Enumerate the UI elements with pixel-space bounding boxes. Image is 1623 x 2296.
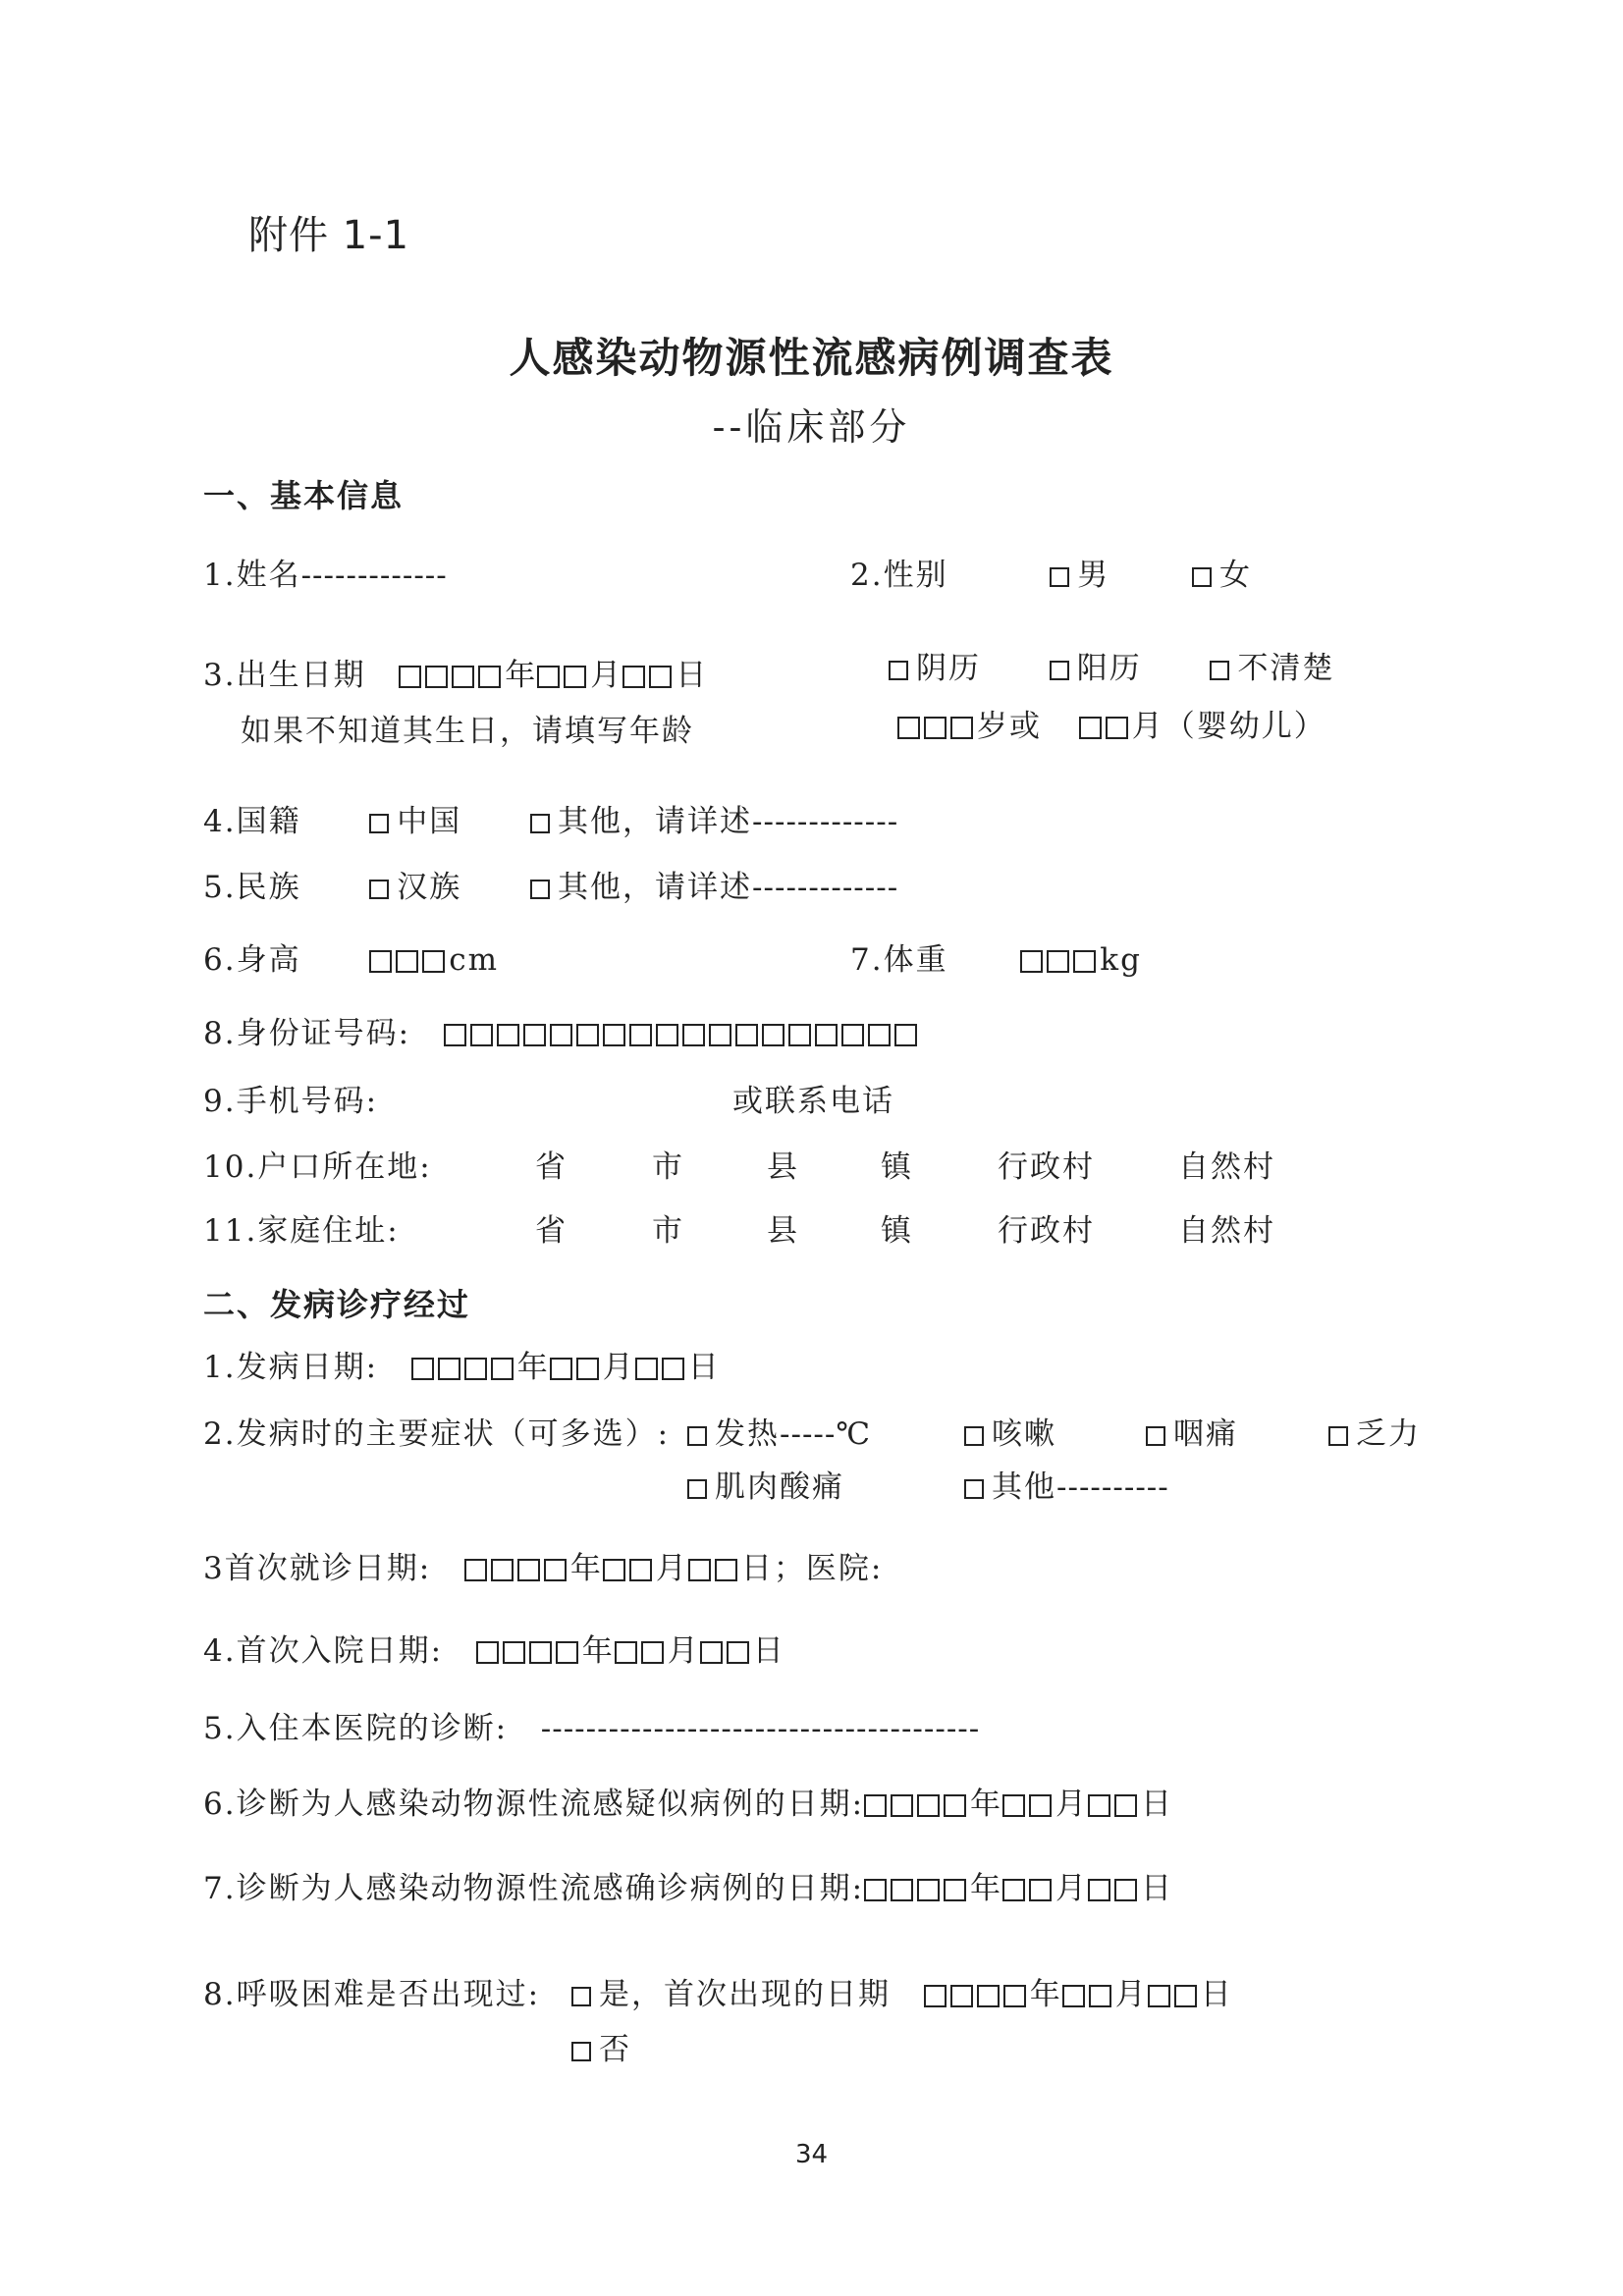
- onset-year-box[interactable]: [464, 1358, 487, 1380]
- visit-month-box[interactable]: [629, 1559, 652, 1581]
- visit-year-box[interactable]: [464, 1559, 487, 1581]
- hospital-label: 日；医院:: [740, 1551, 884, 1586]
- nationality-other-checkbox[interactable]: [530, 814, 550, 833]
- suspected-year-box[interactable]: [891, 1794, 913, 1817]
- suspected-year-box[interactable]: [944, 1794, 966, 1817]
- day-unit: 日: [687, 1350, 721, 1385]
- age-year-box[interactable]: [897, 717, 920, 739]
- day-unit: 日: [676, 658, 709, 693]
- id-label: 8.身份证号码:: [203, 1016, 411, 1051]
- birth-year-box[interactable]: [399, 666, 421, 688]
- age-hint: 如果不知道其生日，请填写年龄: [241, 714, 694, 749]
- contact-label: 或联系电话: [732, 1084, 894, 1119]
- onset-month-box[interactable]: [550, 1358, 572, 1380]
- admit-year-box[interactable]: [556, 1641, 578, 1664]
- confirmed-label: 7.诊断为人感染动物源性流感确诊病例的日期:: [203, 1871, 865, 1906]
- address-county: 县: [767, 1213, 799, 1249]
- gender-row: [850, 558, 1253, 593]
- confirmed-year-box[interactable]: [891, 1879, 913, 1901]
- dyspnea-no-label: 否: [599, 2032, 631, 2067]
- cm-unit: cm: [449, 942, 500, 978]
- other-symptom-checkbox[interactable]: [964, 1479, 984, 1499]
- female-label: 女: [1219, 558, 1253, 593]
- age-month-box[interactable]: [1079, 717, 1102, 739]
- height-box[interactable]: [369, 950, 392, 973]
- hukou-natural-village: 自然村: [1178, 1149, 1275, 1185]
- birth-label: 3.出生日期: [203, 658, 366, 693]
- other-specify-label: 其他，请详述: [558, 804, 753, 839]
- dyspnea-no-row: [571, 2032, 631, 2067]
- visit-year-box[interactable]: [491, 1559, 514, 1581]
- fatigue-checkbox[interactable]: [1328, 1426, 1348, 1446]
- lunar-label: 阴历: [916, 651, 981, 686]
- weight-label: 7.体重: [850, 942, 948, 978]
- diagnosis-field[interactable]: ---------------------------------------: [540, 1711, 981, 1746]
- admit-month-box[interactable]: [615, 1641, 637, 1664]
- weight-row: [850, 942, 1142, 978]
- birth-day-box[interactable]: [622, 666, 645, 688]
- id-digit-box[interactable]: [550, 1024, 572, 1046]
- height-label: 6.身高: [203, 942, 301, 978]
- calendar-type-row: [889, 651, 1335, 686]
- unclear-checkbox[interactable]: [1210, 661, 1229, 680]
- onset-month-box[interactable]: [576, 1358, 599, 1380]
- solar-label: 阳历: [1076, 651, 1142, 686]
- hukou-town: 镇: [881, 1149, 913, 1185]
- name-field[interactable]: -------------: [300, 558, 448, 593]
- height-row: [203, 942, 500, 978]
- confirmed-row: [203, 1871, 1174, 1906]
- gender-label: 2.性别: [850, 558, 948, 593]
- age-month-box[interactable]: [1106, 717, 1128, 739]
- confirmed-year-box[interactable]: [917, 1879, 940, 1901]
- height-box[interactable]: [422, 950, 445, 973]
- fever-temp-field[interactable]: -----: [780, 1416, 837, 1452]
- year-unit: 年: [970, 1871, 1003, 1906]
- id-row: [203, 1016, 921, 1051]
- month-unit: 月: [1055, 1787, 1089, 1822]
- id-digit-box[interactable]: [682, 1024, 705, 1046]
- id-digit-box[interactable]: [709, 1024, 731, 1046]
- address-admin-village: 行政村: [998, 1213, 1095, 1249]
- birth-month-box[interactable]: [564, 666, 586, 688]
- confirmed-year-box[interactable]: [944, 1879, 966, 1901]
- confirmed-month-box[interactable]: [1002, 1879, 1025, 1901]
- name-row: [203, 558, 448, 593]
- sore-throat-label: 咽痛: [1173, 1416, 1238, 1452]
- nationality-label: 4.国籍: [203, 804, 301, 839]
- birth-year-box[interactable]: [452, 666, 474, 688]
- confirmed-day-box[interactable]: [1088, 1879, 1110, 1901]
- suspected-year-box[interactable]: [864, 1794, 887, 1817]
- cough-checkbox[interactable]: [964, 1426, 984, 1446]
- confirmed-month-box[interactable]: [1029, 1879, 1052, 1901]
- han-checkbox[interactable]: [369, 880, 389, 899]
- admit-year-box[interactable]: [503, 1641, 525, 1664]
- onset-year-box[interactable]: [411, 1358, 434, 1380]
- celsius-unit: ℃: [836, 1416, 873, 1452]
- first-visit-label: 3首次就诊日期:: [203, 1551, 432, 1586]
- kg-unit: kg: [1100, 942, 1142, 978]
- visit-month-box[interactable]: [603, 1559, 625, 1581]
- onset-label: 1.发病日期:: [203, 1350, 379, 1385]
- age-year-box[interactable]: [950, 717, 973, 739]
- solar-checkbox[interactable]: [1050, 661, 1069, 680]
- phone-label: 9.手机号码:: [203, 1084, 379, 1119]
- onset-day-box[interactable]: [635, 1358, 658, 1380]
- onset-row: [203, 1350, 721, 1385]
- female-checkbox[interactable]: [1192, 567, 1212, 587]
- address-province: 省: [535, 1213, 568, 1249]
- month-unit: 月: [1055, 1871, 1089, 1906]
- day-unit: 日: [1141, 1871, 1174, 1906]
- page-number: 34: [794, 2140, 829, 2169]
- hukou-county: 县: [767, 1149, 799, 1185]
- first-visit-row: [203, 1551, 884, 1586]
- id-digit-box[interactable]: [894, 1024, 917, 1046]
- year-unit: 年: [1029, 1977, 1062, 2012]
- hukou-city: 市: [652, 1149, 684, 1185]
- height-box[interactable]: [396, 950, 418, 973]
- nationality-other-field[interactable]: -------------: [752, 804, 899, 839]
- id-digit-box[interactable]: [497, 1024, 519, 1046]
- dyspnea-year-box[interactable]: [977, 1985, 1000, 2007]
- weight-box[interactable]: [1047, 950, 1069, 973]
- first-admit-label: 4.首次入院日期:: [203, 1633, 444, 1669]
- suspected-month-box[interactable]: [1002, 1794, 1025, 1817]
- dyspnea-label: 8.呼吸困难是否出现过:: [203, 1977, 541, 2012]
- dyspnea-day-box[interactable]: [1148, 1985, 1170, 2007]
- section-basic-info: 一、基本信息: [203, 477, 405, 514]
- id-digit-box[interactable]: [629, 1024, 652, 1046]
- admit-month-box[interactable]: [641, 1641, 664, 1664]
- age-or-label: 岁或: [977, 709, 1042, 744]
- first-admit-row: [203, 1633, 785, 1669]
- year-unit: 年: [516, 1350, 550, 1385]
- day-unit: 日: [1141, 1787, 1174, 1822]
- ethnicity-other-field[interactable]: -------------: [752, 870, 899, 905]
- myalgia-label: 肌肉酸痛: [715, 1469, 844, 1505]
- fever-label: 发热: [715, 1416, 780, 1452]
- myalgia-checkbox[interactable]: [687, 1479, 707, 1499]
- other-symptom-option: [964, 1469, 1169, 1505]
- age-year-box[interactable]: [924, 717, 947, 739]
- admit-year-box[interactable]: [529, 1641, 552, 1664]
- month-unit: 月: [1114, 1977, 1148, 2012]
- suspected-day-box[interactable]: [1114, 1794, 1137, 1817]
- age-row: [897, 709, 1326, 744]
- birth-year-box[interactable]: [478, 666, 501, 688]
- year-unit: 年: [505, 658, 538, 693]
- lunar-checkbox[interactable]: [889, 661, 908, 680]
- confirmed-year-box[interactable]: [864, 1879, 887, 1901]
- month-unit: 月: [590, 658, 623, 693]
- id-digit-box[interactable]: [868, 1024, 891, 1046]
- address-label: 11.家庭住址:: [203, 1213, 400, 1249]
- nationality-row: [203, 804, 899, 839]
- year-unit: 年: [970, 1787, 1003, 1822]
- name-label: 1.姓名: [203, 558, 301, 593]
- day-unit: 日: [752, 1633, 785, 1669]
- admit-day-box[interactable]: [700, 1641, 723, 1664]
- address-city: 市: [652, 1213, 684, 1249]
- fever-checkbox[interactable]: [687, 1426, 707, 1446]
- hukou-province: 省: [535, 1149, 568, 1185]
- month-unit: 月: [655, 1551, 688, 1586]
- suspected-day-box[interactable]: [1088, 1794, 1110, 1817]
- hukou-admin-village: 行政村: [998, 1149, 1095, 1185]
- other-symptom-label: 其他: [992, 1469, 1056, 1505]
- male-label: 男: [1077, 558, 1110, 593]
- cough-option: [964, 1416, 1056, 1452]
- suspected-row: [203, 1789, 1173, 1820]
- id-digit-box[interactable]: [523, 1024, 546, 1046]
- suspected-label: 6.诊断为人感染动物源性流感疑似病例的日期:: [203, 1787, 865, 1822]
- year-unit: 年: [569, 1551, 603, 1586]
- weight-box[interactable]: [1073, 950, 1096, 973]
- visit-day-box[interactable]: [688, 1559, 711, 1581]
- birth-day-box[interactable]: [649, 666, 672, 688]
- sore-throat-checkbox[interactable]: [1146, 1426, 1165, 1446]
- id-digit-box[interactable]: [762, 1024, 784, 1046]
- id-digit-box[interactable]: [735, 1024, 758, 1046]
- form-subtitle: --临床部分: [712, 405, 911, 449]
- id-digit-box[interactable]: [444, 1024, 466, 1046]
- dyspnea-month-box[interactable]: [1062, 1985, 1085, 2007]
- sore-throat-option: [1146, 1416, 1238, 1452]
- visit-year-box[interactable]: [517, 1559, 540, 1581]
- form-title: 人感染动物源性流感病例调查表: [509, 334, 1114, 382]
- section-onset-treatment: 二、发病诊疗经过: [203, 1286, 471, 1323]
- id-digit-box[interactable]: [841, 1024, 864, 1046]
- ethnicity-other-checkbox[interactable]: [530, 880, 550, 899]
- dyspnea-yes-checkbox[interactable]: [571, 1987, 591, 2006]
- dyspnea-yes-row: [571, 1977, 1233, 2012]
- other-symptom-field[interactable]: ----------: [1056, 1469, 1169, 1505]
- admit-day-box[interactable]: [727, 1641, 749, 1664]
- dyspnea-year-box[interactable]: [1003, 1985, 1026, 2007]
- visit-day-box[interactable]: [715, 1559, 737, 1581]
- admit-year-box[interactable]: [476, 1641, 499, 1664]
- china-label: 中国: [397, 804, 462, 839]
- onset-year-box[interactable]: [491, 1358, 514, 1380]
- dyspnea-yes-label: 是，首次出现的日期: [599, 1977, 891, 2012]
- dyspnea-no-checkbox[interactable]: [571, 2042, 591, 2061]
- id-digit-box[interactable]: [788, 1024, 811, 1046]
- weight-box[interactable]: [1020, 950, 1043, 973]
- diagnosis-label: 5.入住本医院的诊断:: [203, 1711, 509, 1746]
- dyspnea-day-box[interactable]: [1174, 1985, 1197, 2007]
- suspected-year-box[interactable]: [917, 1794, 940, 1817]
- suspected-month-box[interactable]: [1029, 1794, 1052, 1817]
- fatigue-label: 乏力: [1356, 1416, 1421, 1452]
- ethnicity-row: [203, 870, 899, 905]
- fever-option: [687, 1416, 873, 1452]
- month-unit: 月: [602, 1350, 635, 1385]
- month-unit: 月: [667, 1633, 700, 1669]
- dyspnea-year-box[interactable]: [924, 1985, 947, 2007]
- birth-year-box[interactable]: [425, 666, 448, 688]
- confirmed-day-box[interactable]: [1114, 1879, 1137, 1901]
- birth-row: [203, 658, 709, 693]
- year-unit: 年: [581, 1633, 615, 1669]
- diagnosis-row: [203, 1711, 981, 1746]
- visit-year-box[interactable]: [544, 1559, 567, 1581]
- cough-label: 咳嗽: [992, 1416, 1056, 1452]
- day-unit: 日: [1200, 1977, 1233, 2012]
- hukou-label: 10.户口所在地:: [203, 1149, 432, 1185]
- dyspnea-month-box[interactable]: [1089, 1985, 1111, 2007]
- fatigue-option: [1328, 1416, 1421, 1452]
- dyspnea-year-box[interactable]: [950, 1985, 973, 2007]
- myalgia-option: [687, 1469, 844, 1505]
- id-digit-box[interactable]: [815, 1024, 838, 1046]
- address-town: 镇: [881, 1213, 913, 1249]
- infant-month-label: 月（婴幼儿）: [1131, 709, 1326, 744]
- attachment-label: 附件 1-1: [248, 213, 410, 258]
- id-digit-box[interactable]: [576, 1024, 599, 1046]
- ethnicity-label: 5.民族: [203, 870, 301, 905]
- address-natural-village: 自然村: [1178, 1213, 1275, 1249]
- other-specify-label: 其他，请详述: [558, 870, 753, 905]
- onset-year-box[interactable]: [438, 1358, 460, 1380]
- onset-day-box[interactable]: [662, 1358, 684, 1380]
- birth-month-box[interactable]: [537, 666, 560, 688]
- symptoms-label: 2.发病时的主要症状（可多选）:: [203, 1416, 671, 1452]
- id-digit-box[interactable]: [656, 1024, 678, 1046]
- male-checkbox[interactable]: [1050, 567, 1069, 587]
- unclear-label: 不清楚: [1237, 651, 1335, 686]
- id-digit-box[interactable]: [603, 1024, 625, 1046]
- id-digit-box[interactable]: [470, 1024, 493, 1046]
- china-checkbox[interactable]: [369, 814, 389, 833]
- han-label: 汉族: [397, 870, 462, 905]
